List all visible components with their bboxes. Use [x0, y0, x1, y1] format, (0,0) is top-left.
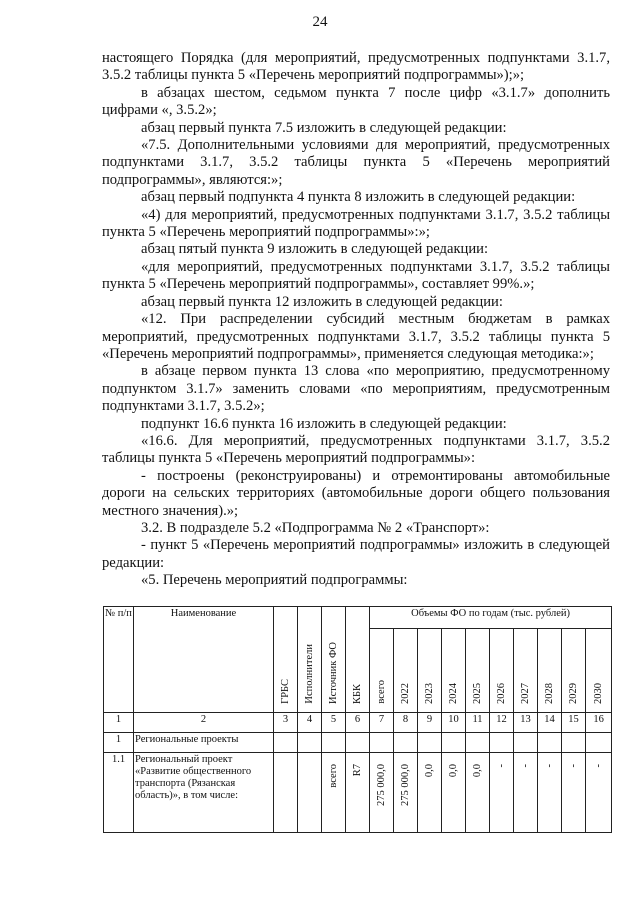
row-name: Региональный проект «Развитие общественного транспорта (Рязанская область)», в том числе: — [134, 753, 274, 833]
row-value: - — [538, 753, 562, 833]
header-year: 2028 — [538, 629, 562, 713]
col-number: 9 — [418, 713, 442, 733]
paragraph: «12. При распределении субсидий местным бюджетам в рамках мероприятий, предусмотренных подпунктами 3.1.7, 3.5.2 таблицы пункта 5 «Перечень мероприятий подпрограммы», применяется следующая методика:»; — [102, 311, 610, 362]
row-value: - — [514, 753, 538, 833]
row-value: - — [586, 753, 612, 833]
col-number: 5 — [322, 713, 346, 733]
header-year: 2025 — [466, 629, 490, 713]
col-number: 11 — [466, 713, 490, 733]
header-source: Источник ФО — [322, 607, 346, 713]
header-grbs: ГРБС — [274, 607, 298, 713]
page-number: 24 — [312, 14, 328, 30]
col-number: 16 — [586, 713, 612, 733]
paragraph: - пункт 5 «Перечень мероприятий подпрограммы» изложить в следующей редакции: — [102, 537, 610, 571]
row-total: 275 000,0 — [370, 753, 394, 833]
header-kbk: КБК — [346, 607, 370, 713]
paragraph: - построены (реконструированы) и отремонтированы автомобильные дороги на сельских территориях (автомобильные дороги общего пользования местного значения).»; — [102, 467, 610, 519]
row-value: 0,0 — [418, 753, 442, 833]
activities-table — [103, 606, 612, 833]
row-value: - — [562, 753, 586, 833]
col-number: 1 — [104, 713, 134, 733]
header-executors: Исполнители — [298, 607, 322, 713]
paragraph: абзац первый пункта 12 изложить в следующей редакции: — [141, 293, 503, 310]
header-name: Наименование — [134, 607, 274, 713]
col-number: 6 — [346, 713, 370, 733]
header-year: 2029 — [562, 629, 586, 713]
row-value: 0,0 — [466, 753, 490, 833]
table-row — [104, 733, 612, 753]
header-year: 2024 — [442, 629, 466, 713]
paragraph: абзац пятый пункта 9 изложить в следующей редакции: — [141, 241, 489, 258]
row-value: 275 000,0 — [394, 753, 418, 833]
col-number: 4 — [298, 713, 322, 733]
header-num: № п/п — [104, 607, 134, 713]
header-volumes: Объемы ФО по годам (тыс. рублей) — [370, 607, 612, 629]
col-number: 7 — [370, 713, 394, 733]
row-value: - — [490, 753, 514, 833]
row-source: всего — [322, 753, 346, 833]
row-name: Региональные проекты — [134, 733, 274, 753]
header-year: 2030 — [586, 629, 612, 713]
paragraph: «16.6. Для мероприятий, предусмотренных подпунктами 3.1.7, 3.5.2 таблицы пункта 5 «Перечень мероприятий подпрограммы»: — [102, 432, 610, 467]
paragraph: «7.5. Дополнительными условиями для мероприятий, предусмотренных подпунктами 3.1.7, 3.5.2 таблицы пункта 5 «Перечень мероприятий подпрограммы», являются:»; — [102, 137, 610, 188]
header-year: 2027 — [514, 629, 538, 713]
paragraph: подпункт 16.6 пункта 16 изложить в следующей редакции: — [141, 415, 507, 432]
paragraph: в абзаце первом пункта 13 слова «по мероприятию, предусмотренному подпунктом 3.1.7» заменить словами «по мероприятиям, предусмотренным подпунктами 3.1.7, 3.5.2»; — [102, 363, 610, 415]
header-year: 2022 — [394, 629, 418, 713]
column-numbers-row — [104, 713, 612, 733]
col-number: 8 — [394, 713, 418, 733]
row-kbk: R7 — [346, 753, 370, 833]
paragraph: «5. Перечень мероприятий подпрограммы: — [141, 572, 408, 589]
col-number: 13 — [514, 713, 538, 733]
row-number: 1 — [104, 733, 134, 753]
row-value: 0,0 — [442, 753, 466, 833]
col-number: 3 — [274, 713, 298, 733]
paragraph: настоящего Порядка (для мероприятий, предусмотренных подпунктами 3.1.7, 3.5.2 таблицы пункта 5 «Перечень мероприятий подпрограммы»);»; — [102, 50, 610, 84]
paragraph: в абзацах шестом, седьмом пункта 7 после цифр «3.1.7» дополнить цифрами «, 3.5.2»; — [102, 84, 610, 119]
header-year: 2023 — [418, 629, 442, 713]
paragraph: абзац первый подпункта 4 пункта 8 изложить в следующей редакции: — [141, 189, 576, 206]
col-number: 2 — [134, 713, 274, 733]
row-number: 1.1 — [104, 753, 134, 833]
paragraph: «для мероприятий, предусмотренных подпунктами 3.1.7, 3.5.2 таблицы пункта 5 «Перечень мероприятий подпрограммы», составляет 99%.»; — [102, 258, 610, 293]
paragraph: абзац первый пункта 7.5 изложить в следующей редакции: — [141, 119, 507, 136]
col-number: 14 — [538, 713, 562, 733]
col-number: 10 — [442, 713, 466, 733]
table-row — [104, 753, 612, 833]
paragraph: 3.2. В подразделе 5.2 «Подпрограмма № 2 «Транспорт»: — [141, 519, 490, 536]
header-year: 2026 — [490, 629, 514, 713]
document-body — [102, 50, 610, 590]
col-number: 12 — [490, 713, 514, 733]
col-number: 15 — [562, 713, 586, 733]
header-total: всего — [370, 629, 394, 713]
paragraph: «4) для мероприятий, предусмотренных подпунктами 3.1.7, 3.5.2 таблицы пункта 5 «Перечень мероприятий подпрограммы»:»; — [102, 206, 610, 241]
